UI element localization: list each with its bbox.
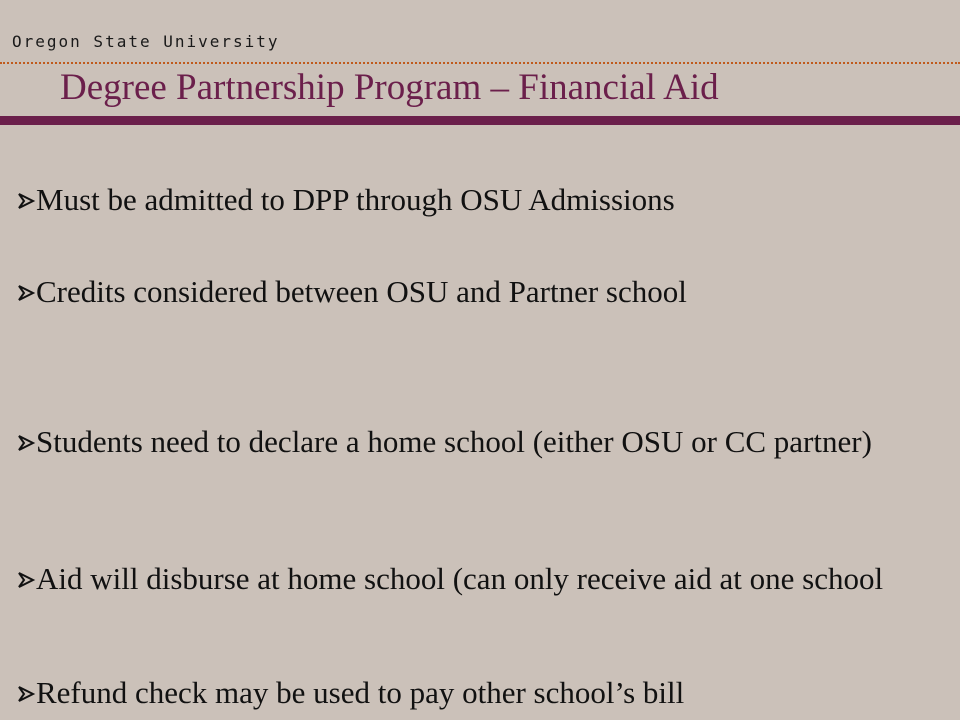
arrowhead-bullet-icon (18, 673, 34, 713)
bullet-item (18, 180, 918, 220)
bullet-text: Refund check may be used to pay other school’s bill (36, 675, 685, 710)
bullet-text: Must be admitted to DPP through OSU Admissions (36, 182, 675, 217)
bullet-text: Aid will disburse at home school (can only receive aid at one school (36, 561, 884, 596)
bullet-item (18, 559, 918, 599)
bullet-item (18, 272, 918, 312)
arrowhead-bullet-icon (18, 422, 34, 462)
arrowhead-bullet-icon (18, 272, 34, 312)
arrowhead-bullet-icon (18, 180, 34, 220)
bullet-text: Students need to declare a home school (either OSU or CC partner) (36, 424, 872, 459)
bullet-text: Credits considered between OSU and Partner school (36, 274, 687, 309)
arrowhead-bullet-icon (18, 559, 34, 599)
bullet-item (18, 422, 918, 462)
university-label: Oregon State University (12, 32, 280, 51)
bullet-item (18, 673, 918, 713)
slide-title: Degree Partnership Program – Financial Aid (60, 67, 719, 108)
